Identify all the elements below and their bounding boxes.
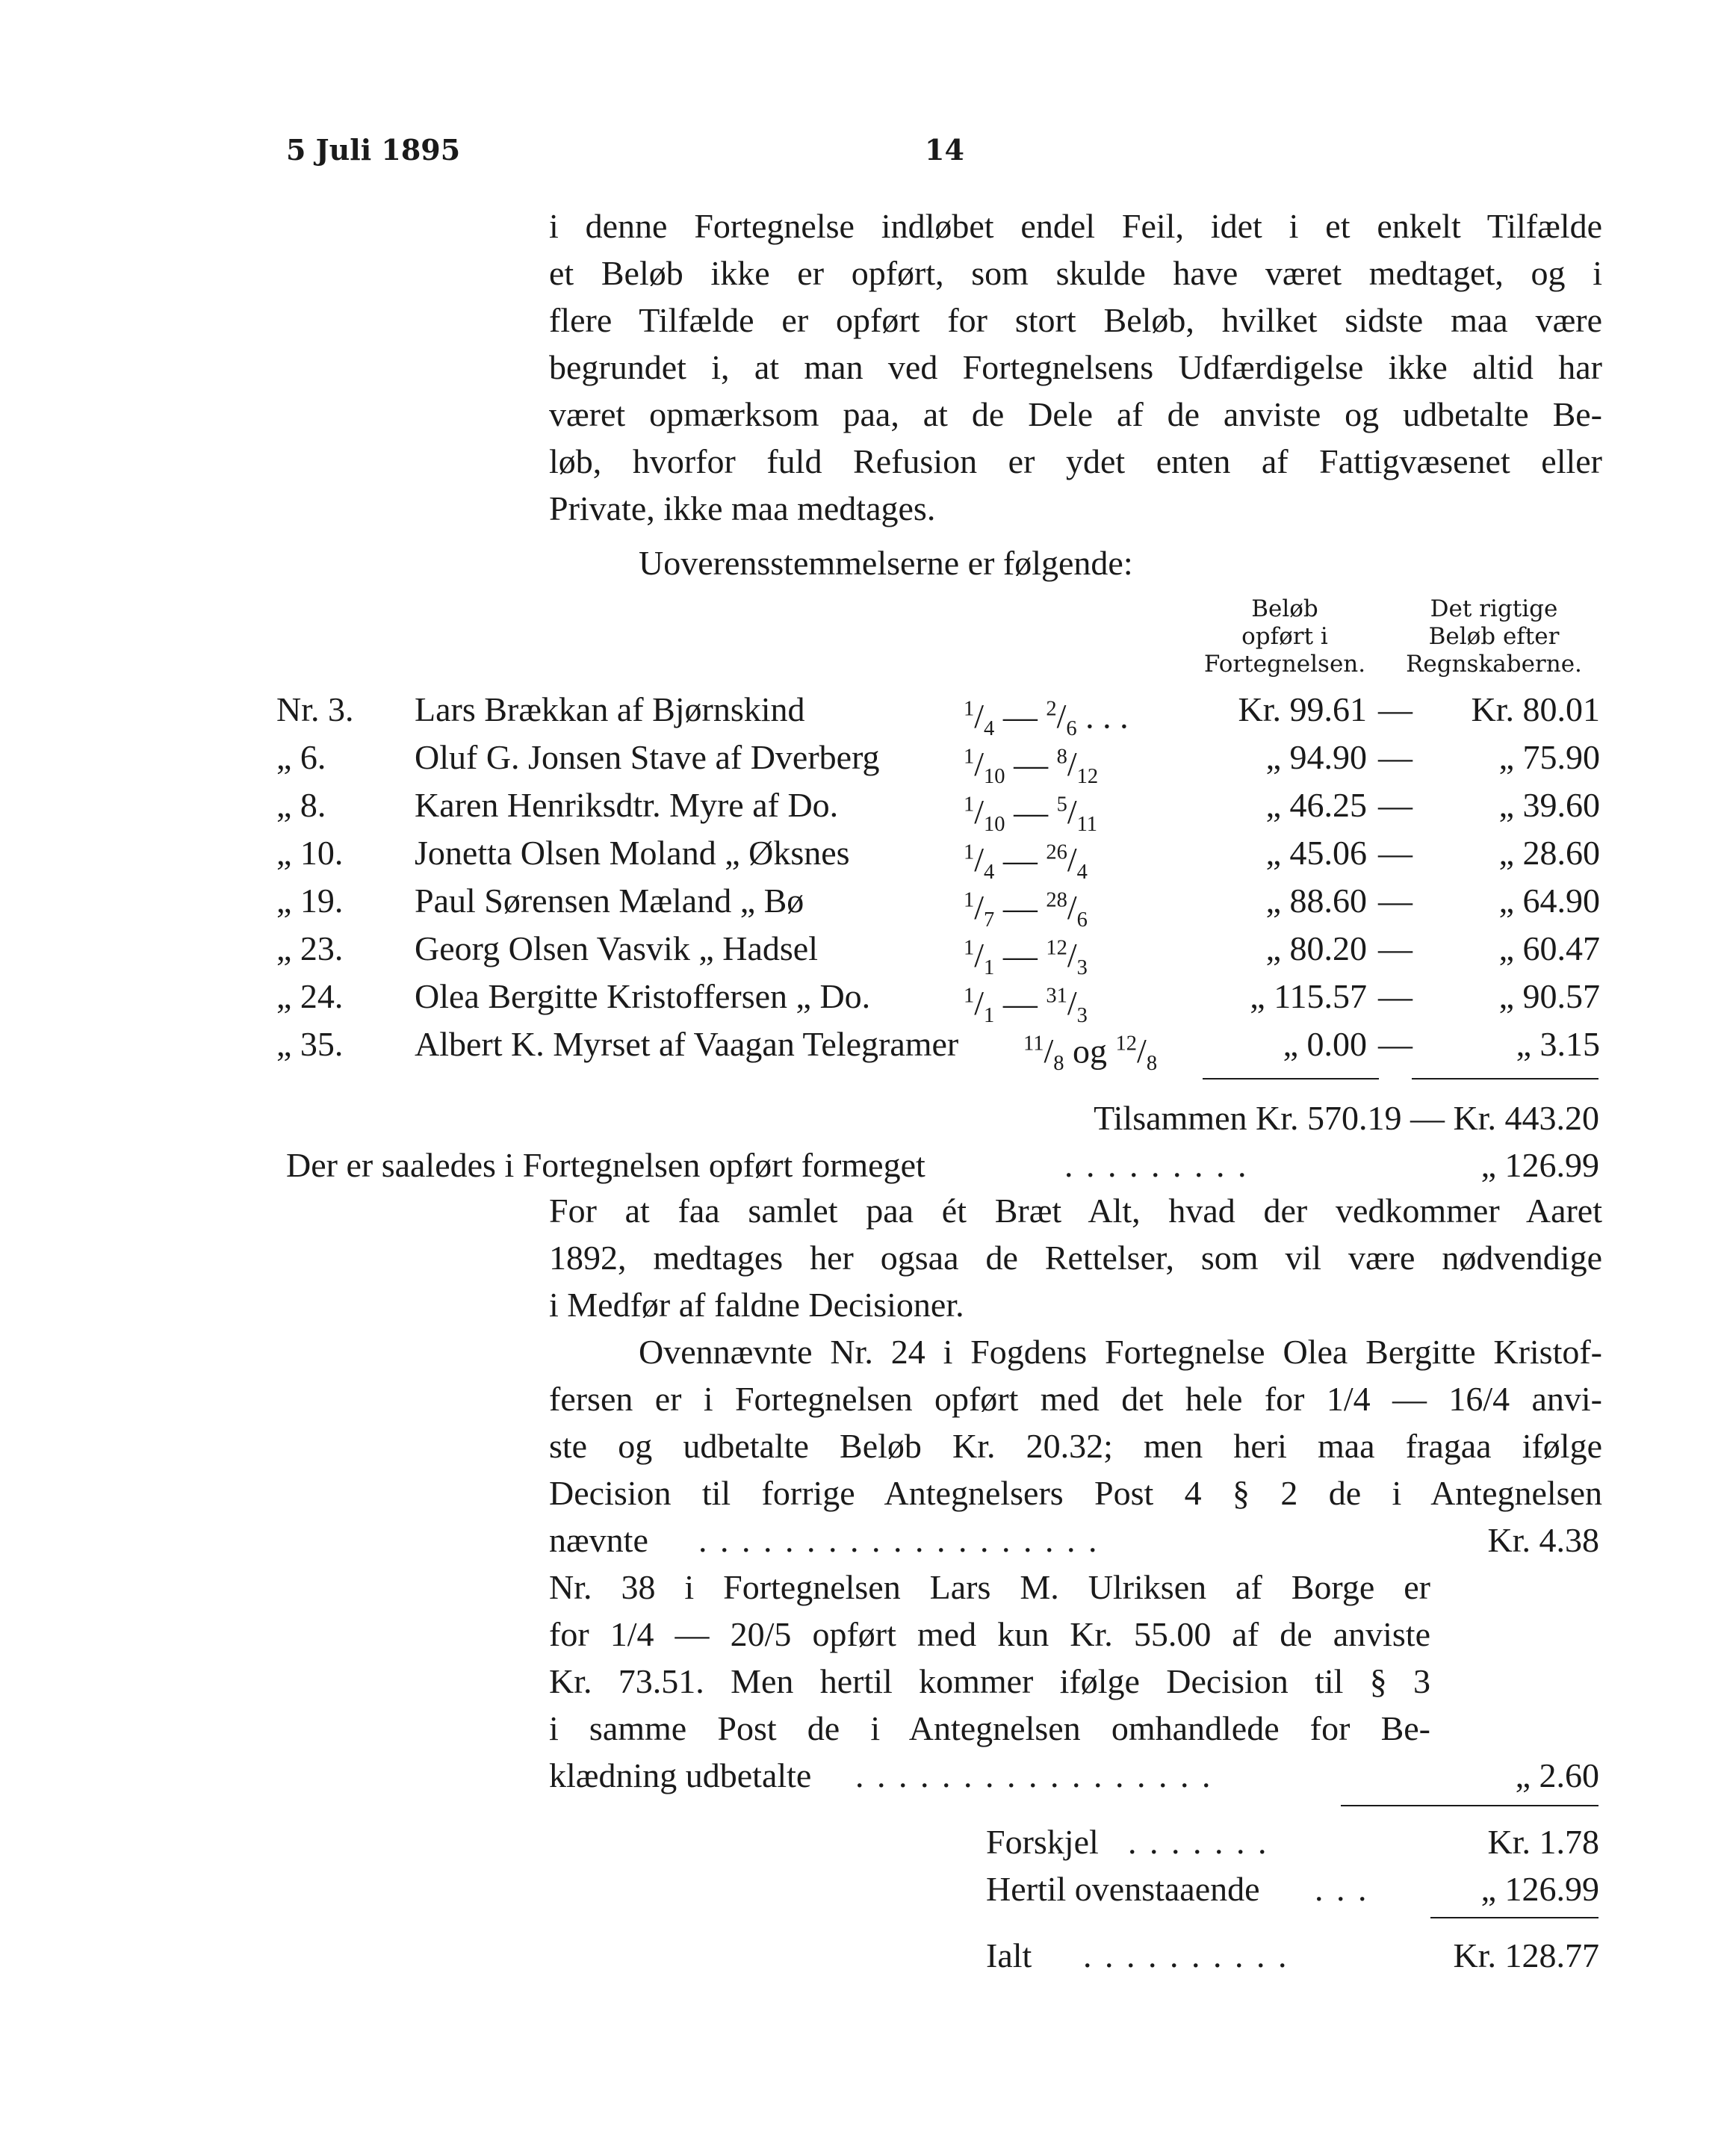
row-number: „ 6. bbox=[276, 738, 326, 776]
row-correct-amount: „ 64.90 bbox=[1498, 882, 1600, 920]
table-row bbox=[276, 734, 1600, 789]
table-row bbox=[276, 877, 1600, 932]
table-row bbox=[276, 973, 1600, 1028]
row-number: „ 24. bbox=[276, 977, 344, 1015]
row-correct-amount: „ 90.57 bbox=[1498, 977, 1600, 1015]
row-listed-amount: „ 46.25 bbox=[1265, 786, 1367, 824]
table-row bbox=[276, 1020, 1600, 1076]
leader-dots: . . . . . . . . . . bbox=[1083, 1936, 1289, 1974]
row-dash: — bbox=[1378, 738, 1413, 776]
text-line: fersen er i Fortegnelsen opført med det hele for 1/4 — 16/4 anvi- bbox=[549, 1380, 1602, 1418]
text-line: i denne Fortegnelse indløbet endel Feil, idet i et enkelt Tilfælde bbox=[549, 207, 1602, 245]
row-dash: — bbox=[1378, 929, 1413, 967]
text-line: for 1/4 — 20/5 opført med kun Kr. 55.00 af de anviste bbox=[549, 1615, 1430, 1653]
text-line: løb, hvorfor fuld Refusion er ydet enten af Fattigvæsenet eller bbox=[549, 442, 1602, 480]
row-number: „ 8. bbox=[276, 786, 326, 824]
header-line: Beløb efter bbox=[1428, 623, 1560, 650]
row-listed-amount: „ 94.90 bbox=[1265, 738, 1367, 776]
row-name: Paul Sørensen Mæland „ Bø bbox=[415, 882, 804, 920]
header-line: opført i bbox=[1241, 623, 1328, 650]
row-name: Oluf G. Jonsen Stave af Dverberg bbox=[415, 738, 880, 776]
row-listed-amount: „ 0.00 bbox=[1283, 1025, 1367, 1063]
row-number: „ 19. bbox=[276, 882, 344, 920]
row-correct-amount: „ 39.60 bbox=[1498, 786, 1600, 824]
paragraph-4 bbox=[549, 1564, 1430, 1752]
column-header-correct bbox=[1397, 595, 1591, 678]
text-line: i Medfør af faldne Decisioner. bbox=[549, 1286, 964, 1324]
row-name: Karen Henriksdtr. Myre af Do. bbox=[415, 786, 839, 824]
row-dash: — bbox=[1378, 882, 1413, 920]
text-line: Nr. 38 i Fortegnelsen Lars M. Ulriksen af Borge er bbox=[549, 1568, 1430, 1606]
row-name: Lars Brækkan af Bjørnskind bbox=[415, 690, 805, 728]
row-correct-amount: Kr. 80.01 bbox=[1471, 690, 1600, 728]
total-line: Tilsammen Kr. 570.19 — Kr. 443.20 bbox=[1094, 1099, 1599, 1137]
row-listed-amount: „ 45.06 bbox=[1265, 834, 1367, 872]
header-line: Beløb bbox=[1251, 595, 1318, 622]
row-period: $^1/_1$ — $^{12}/_3$ bbox=[964, 936, 1088, 980]
paragraph-3-body bbox=[549, 1375, 1602, 1517]
row-listed-amount: „ 80.20 bbox=[1265, 929, 1367, 967]
period-separator: — bbox=[994, 888, 1046, 927]
overstated-amount: „ 126.99 bbox=[1480, 1146, 1599, 1184]
period-separator: og bbox=[1064, 1032, 1116, 1071]
row-dash: — bbox=[1378, 977, 1413, 1015]
paragraph-2 bbox=[549, 1187, 1602, 1328]
row-period: $^1/_4$ — $^2/_6$ . . . bbox=[964, 697, 1129, 741]
table-row bbox=[276, 686, 1600, 741]
sum-divider bbox=[1430, 1917, 1598, 1918]
row-dash: — bbox=[1378, 690, 1413, 728]
text-line: Kr. 73.51. Men hertil kommer ifølge Decision til § 3 bbox=[549, 1662, 1430, 1700]
period-separator: — bbox=[1005, 793, 1057, 831]
overstated-label: Der er saaledes i Fortegnelsen opført formeget bbox=[286, 1146, 925, 1184]
ialt-amount: Kr. 128.77 bbox=[1453, 1936, 1599, 1974]
intro-paragraph bbox=[549, 202, 1602, 532]
row-name: Georg Olsen Vasvik „ Hadsel bbox=[415, 929, 818, 967]
paragraph-3 bbox=[639, 1328, 1602, 1375]
row-name: Olea Bergitte Kristoffersen „ Do. bbox=[415, 977, 871, 1015]
header-line: Fortegnelsen. bbox=[1203, 651, 1366, 678]
row-period: $^{11}/_8$ og $^{12}/_8$ bbox=[1023, 1032, 1158, 1076]
leader-dots: . . . bbox=[1315, 1870, 1369, 1908]
row-number: „ 35. bbox=[276, 1025, 344, 1063]
text-line: et Beløb ikke er opført, som skulde have været medtaget, og i bbox=[549, 254, 1602, 292]
page-date: 5 Juli 1895 bbox=[286, 133, 461, 167]
row-listed-amount: „ 115.57 bbox=[1250, 977, 1367, 1015]
para3-last-label: nævnte bbox=[549, 1521, 648, 1559]
para4-last-label: klædning udbetalte bbox=[549, 1756, 812, 1794]
ialt-label: Ialt bbox=[986, 1936, 1032, 1974]
row-period: $^1/_{10}$ — $^8/_{12}$ bbox=[964, 745, 1099, 789]
period-separator: — bbox=[994, 936, 1046, 975]
table-divider bbox=[1203, 1078, 1379, 1079]
text-line: begrundet i, at man ved Fortegnelsens Udfærdigelse ikke altid har bbox=[549, 348, 1602, 386]
row-name: Jonetta Olsen Moland „ Øksnes bbox=[415, 834, 850, 872]
row-number: Nr. 3. bbox=[276, 690, 354, 728]
text-line: Decision til forrige Antegnelsers Post 4 § 2 de i Antegnelsen bbox=[549, 1474, 1602, 1512]
leader-dots: . . . . . . . . . bbox=[1064, 1146, 1249, 1184]
row-number: „ 23. bbox=[276, 929, 344, 967]
leader-dots: . . . . . . . bbox=[1128, 1823, 1269, 1861]
leader-dots: . . . bbox=[1076, 697, 1129, 736]
row-listed-amount: Kr. 99.61 bbox=[1238, 690, 1367, 728]
period-separator: — bbox=[994, 984, 1046, 1023]
text-line: ste og udbetalte Beløb Kr. 20.32; men heri maa fragaa ifølge bbox=[549, 1427, 1602, 1465]
para4-amount: „ 2.60 bbox=[1515, 1756, 1599, 1794]
row-listed-amount: „ 88.60 bbox=[1265, 882, 1367, 920]
hertil-label: Hertil ovenstaaende bbox=[986, 1870, 1260, 1908]
table-row bbox=[276, 829, 1600, 885]
row-name: Albert K. Myrset af Vaagan Telegramer bbox=[415, 1025, 959, 1063]
row-period: $^1/_1$ — $^{31}/_3$ bbox=[964, 984, 1088, 1028]
text-line: For at faa samlet paa ét Bræt Alt, hvad der vedkommer Aaret bbox=[549, 1192, 1602, 1230]
row-period: $^1/_{10}$ — $^5/_{11}$ bbox=[964, 793, 1098, 837]
row-dash: — bbox=[1378, 1025, 1413, 1063]
leader-dots: . . . . . . . . . . . . . . . . . bbox=[855, 1756, 1213, 1794]
text-line: været opmærksom paa, at de Dele af de anviste og udbetalte Be- bbox=[549, 395, 1602, 433]
lead-in-text: Uoverensstemmelserne er følgende: bbox=[639, 544, 1133, 582]
table-row bbox=[276, 925, 1600, 980]
text-line: 1892, medtages her ogsaa de Rettelser, som vil være nødvendige bbox=[549, 1239, 1602, 1277]
forskjel-amount: Kr. 1.78 bbox=[1487, 1823, 1599, 1861]
leader-dots: . . . . . . . . . . . . . . . . . . . bbox=[698, 1521, 1100, 1559]
row-dash: — bbox=[1378, 834, 1413, 872]
forskjel-label: Forskjel bbox=[986, 1823, 1099, 1861]
text-line: flere Tilfælde er opført for stort Beløb, hvilket sidste maa være bbox=[549, 301, 1602, 339]
row-correct-amount: „ 75.90 bbox=[1498, 738, 1600, 776]
row-dash: — bbox=[1378, 786, 1413, 824]
header-line: Det rigtige bbox=[1430, 595, 1558, 622]
text-line: i samme Post de i Antegnelsen omhandlede for Be- bbox=[549, 1709, 1430, 1747]
row-correct-amount: „ 60.47 bbox=[1498, 929, 1600, 967]
header-line: Regnskaberne. bbox=[1406, 651, 1582, 678]
period-separator: — bbox=[994, 840, 1046, 879]
sum-divider bbox=[1341, 1805, 1598, 1806]
column-header-listed bbox=[1188, 595, 1382, 678]
table-divider bbox=[1412, 1078, 1598, 1079]
table-row bbox=[276, 781, 1600, 837]
row-number: „ 10. bbox=[276, 834, 344, 872]
hertil-amount: „ 126.99 bbox=[1480, 1870, 1599, 1908]
period-separator: — bbox=[994, 697, 1046, 736]
row-correct-amount: „ 3.15 bbox=[1516, 1025, 1600, 1063]
row-correct-amount: „ 28.60 bbox=[1498, 834, 1600, 872]
period-separator: — bbox=[1005, 745, 1057, 784]
text-line: Ovennævnte Nr. 24 i Fogdens Fortegnelse Olea Bergitte Kristof- bbox=[639, 1333, 1602, 1371]
para3-amount: Kr. 4.38 bbox=[1487, 1521, 1599, 1559]
row-period: $^1/_7$ — $^{28}/_6$ bbox=[964, 888, 1088, 932]
page-number: 14 bbox=[925, 133, 964, 167]
row-period: $^1/_4$ — $^{26}/_4$ bbox=[964, 840, 1088, 885]
text-line: Private, ikke maa medtages. bbox=[549, 489, 936, 527]
